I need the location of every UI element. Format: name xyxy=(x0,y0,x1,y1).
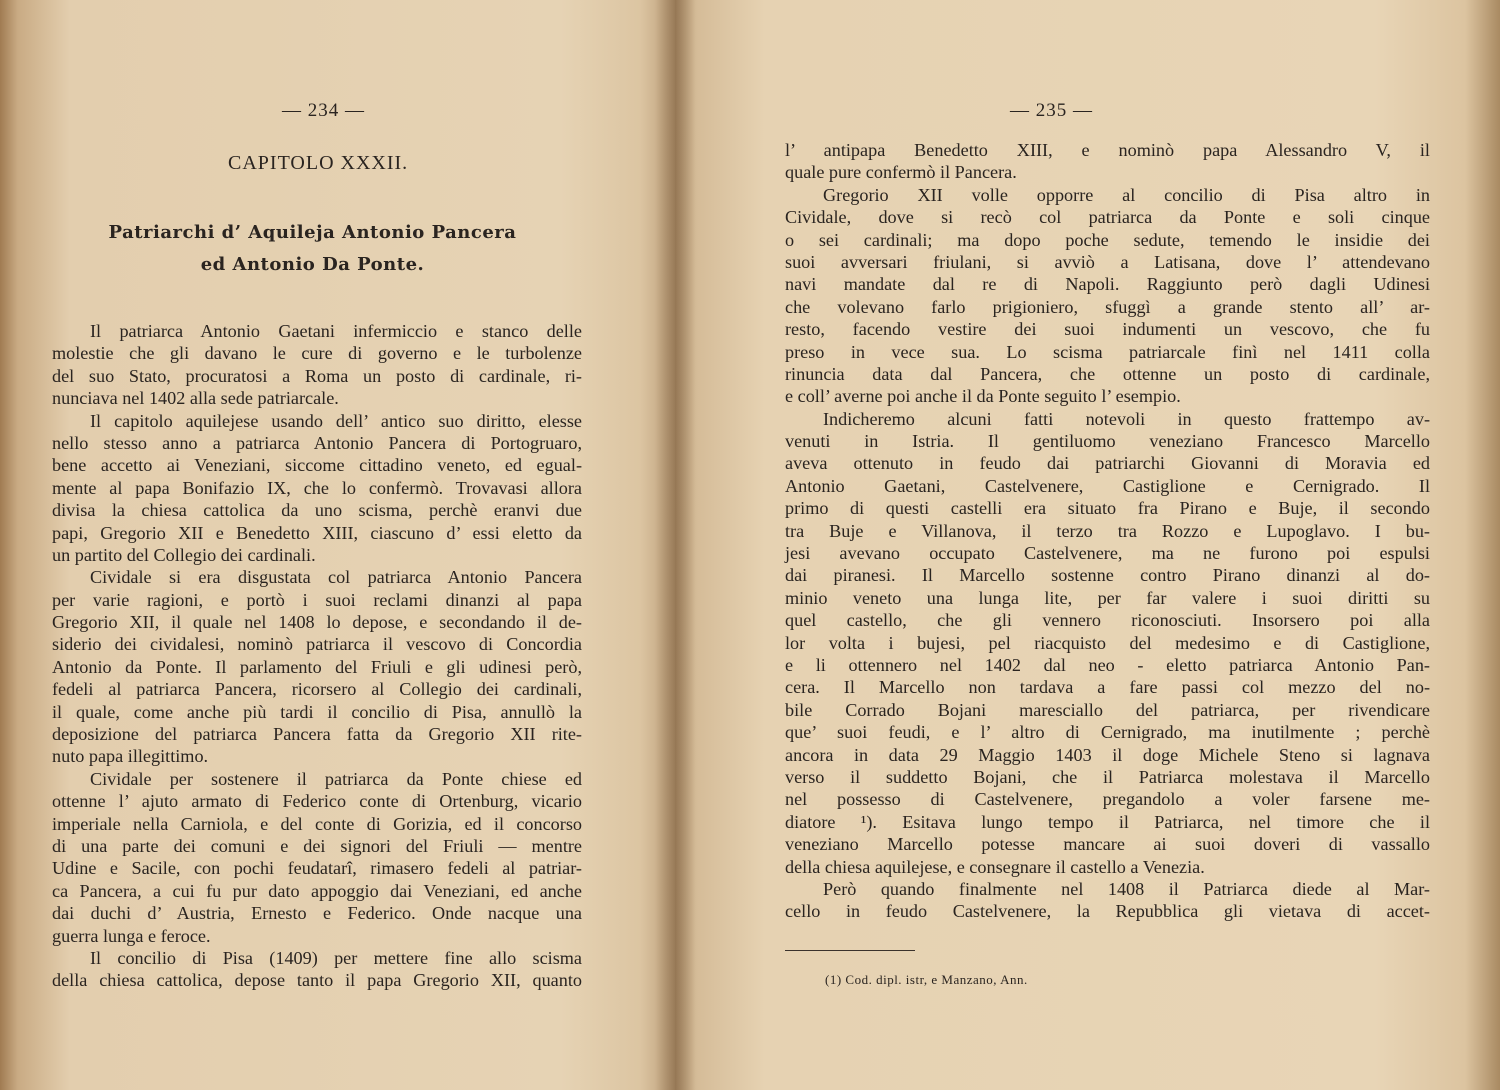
text-line: Il capitolo aquilejese usando dell’ antico suo diritto, elesse xyxy=(90,410,582,431)
text-line: veneziano Marcello potesse mancare ai suoi doveri di vassallo xyxy=(785,834,1430,855)
left-page xyxy=(0,0,675,1090)
text-line: nuto papa illegittimo. xyxy=(52,746,209,767)
text-line: e li ottennero nel 1402 dal neo - eletto patriarca Antonio Pan- xyxy=(785,654,1430,675)
footnote-rule xyxy=(785,950,915,951)
footnote: (1) Cod. dipl. istr, e Manzano, Ann. xyxy=(825,972,1028,987)
text-line: Cividale si era disgustata col patriarca Antonio Pancera xyxy=(90,567,582,588)
text-line: del suo Stato, procuratosi a Roma un posto di cardinale, ri- xyxy=(52,365,582,386)
text-line: Cividale per sostenere il patriarca da Ponte chiese ed xyxy=(90,768,582,789)
text-line: quale pure confermò il Pancera. xyxy=(785,162,1017,183)
text-line: quel castello, che gli vennero riconosciuti. Insorsero poi alla xyxy=(785,610,1430,631)
chapter-title-line-1: Patriarchi d’ Aquileja Antonio Pancera xyxy=(108,222,517,243)
text-line: papi, Gregorio XII e Benedetto XIII, ciascuno d’ essi eletto da xyxy=(52,522,582,543)
text-line: rinuncia data dal Pancera, che ottenne un posto di cardinale, xyxy=(785,363,1430,384)
text-line: Udine e Sacile, con pochi feudatarî, rimasero fedeli al patriar- xyxy=(52,858,582,879)
text-line: Gregorio XII volle opporre al concilio di Pisa altro in xyxy=(823,184,1430,205)
text-line: di una parte dei comuni e dei signori del Friuli — mentre xyxy=(52,835,582,856)
text-line: nel possesso di Castelvenere, pregandolo a voler farsene me- xyxy=(785,789,1430,810)
text-line: dai duchi d’ Austria, Ernesto e Federico. Onde nacque una xyxy=(52,903,582,924)
text-line: venuti in Istria. Il gentiluomo veneziano Francesco Marcello xyxy=(785,431,1430,452)
text-line: navi mandate dal re di Napoli. Raggiunto però dagli Udinesi xyxy=(785,274,1430,295)
text-line: resto, facendo vestire dei suoi indumenti un vescovo, che fu xyxy=(785,319,1430,340)
text-line: preso in vece sua. Lo scisma patriarcale finì nel 1411 colla xyxy=(785,341,1430,362)
text-line: nunciava nel 1402 alla sede patriarcale. xyxy=(52,388,339,409)
text-line: bile Corrado Bojani maresciallo del patriarca, per rivendicare xyxy=(785,699,1430,720)
text-line: imperiale nella Carniola, e del conte di Gorizia, ed il concorso xyxy=(52,813,582,834)
text-line: minio veneto una lunga lite, per far valere i suoi diritti su xyxy=(785,587,1430,608)
text-line: che volevano farlo prigioniero, sfuggì a grande stento all’ ar- xyxy=(785,296,1430,317)
text-line: e coll’ averne poi anche il da Ponte seguito l’ esempio. xyxy=(785,386,1181,407)
text-line: bene accetto ai Veneziani, siccome cittadino veneto, ed egual- xyxy=(52,455,582,476)
text-line: ottenne l’ ajuto armato di Federico conte di Ortenburg, vicario xyxy=(52,791,582,812)
chapter-heading: CAPITOLO XXXII. xyxy=(228,152,409,174)
text-line: aveva ottenuto in feudo dai patriarchi Giovanni di Moravia ed xyxy=(785,453,1430,474)
text-line: Antonio Gaetani, Castelvenere, Castiglione e Cernigrado. Il xyxy=(785,475,1430,496)
book-gutter xyxy=(655,0,695,1090)
text-line: l’ antipapa Benedetto XIII, e nominò papa Alessandro V, il xyxy=(785,140,1430,160)
text-line: siderio dei cividalesi, nominò patriarca il vescovo di Concordia xyxy=(52,634,582,655)
text-line: Gregorio XII, il quale nel 1408 lo depose, e secondando il de- xyxy=(52,612,582,633)
text-line: suoi avversari friulani, si avviò a Latisana, dove l’ attendevano xyxy=(785,251,1430,272)
text-line: Antonio da Ponte. Il parlamento del Friuli e gli udinesi però, xyxy=(52,656,582,677)
text-line: que’ suoi feudi, e l’ altro di Cernigrado, ma inutilmente ; perchè xyxy=(785,722,1430,743)
text-line: cello in feudo Castelvenere, la Repubblica gli vietava di accet- xyxy=(785,901,1430,922)
text-line: verso il suddetto Bojani, che il Patriarca molestava il Marcello xyxy=(785,766,1430,787)
text-line: primo di questi castelli era situato fra Pirano e Buje, il secondo xyxy=(785,498,1430,519)
text-line: un partito del Collegio dei cardinali. xyxy=(52,544,316,565)
text-line: per varie ragioni, e portò i suoi reclami dinanzi al papa xyxy=(52,589,582,610)
text-line: Indicheremo alcuni fatti notevoli in questo frattempo av- xyxy=(823,408,1430,429)
text-line: il quale, come anche più tardi il concilio di Pisa, annullò la xyxy=(52,701,582,722)
text-line: guerra lunga e feroce. xyxy=(52,925,211,946)
text-line: cera. Il Marcello non tardava a fare passi col mezzo del no- xyxy=(785,677,1430,698)
page-number-right: — 235 — xyxy=(1010,100,1093,121)
text-line: diatore ¹). Esitava lungo tempo il Patriarca, nel timore che il xyxy=(785,811,1430,832)
text-line: lor volta i bujesi, pel riacquisto del medesimo e di Castiglione, xyxy=(785,632,1430,653)
text-line: fedeli al patriarca Pancera, ricorsero al Collegio dei cardinali, xyxy=(52,679,582,700)
text-line: nello stesso anno a patriarca Antonio Pancera di Portogruaro, xyxy=(52,432,582,453)
text-line: Cividale, dove si recò col patriarca da Ponte e soli cinque xyxy=(785,207,1430,228)
text-line: jesi avevano occupato Castelvenere, ma ne furono poi espulsi xyxy=(785,543,1430,564)
text-line: dai piranesi. Il Marcello sostenne contro Pirano dinanzi al do- xyxy=(785,565,1430,586)
text-line: ca Pancera, a cui fu pur dato appoggio dai Veneziani, ed anche xyxy=(52,880,582,901)
text-line: molestie che gli davano le cure di governo e le turbolenze xyxy=(52,343,582,364)
text-line: mente al papa Bonifazio IX, che lo confermò. Trovavasi allora xyxy=(52,477,582,498)
page-number-left: — 234 — xyxy=(282,100,365,121)
text-line: o sei cardinali; ma dopo poche sedute, temendo le insidie dei xyxy=(785,229,1430,250)
text-line: Il patriarca Antonio Gaetani infermiccio e stanco delle xyxy=(90,321,582,341)
text-line: ancora in data 29 Maggio 1403 il doge Michele Steno si lagnava xyxy=(785,744,1430,765)
text-line: Il concilio di Pisa (1409) per mettere fine allo scisma xyxy=(90,947,582,968)
text-line: Però quando finalmente nel 1408 il Patriarca diede al Mar- xyxy=(823,878,1430,899)
text-line: della chiesa cattolica, depose tanto il papa Gregorio XII, quanto xyxy=(52,970,582,991)
right-page xyxy=(675,0,1500,1090)
text-line: della chiesa aquilejese, e consegnare il castello a Venezia. xyxy=(785,856,1205,877)
left-body-text xyxy=(52,320,582,992)
right-body-text xyxy=(785,139,1430,923)
text-line: deposizione del patriarca Pancera fatta da Gregorio XII rite- xyxy=(52,724,582,745)
text-line: divisa la chiesa cattolica da uno scisma, perchè eranvi due xyxy=(52,500,582,521)
chapter-title-line-2: ed Antonio Da Ponte. xyxy=(200,254,425,275)
text-line: tra Buje e Villanova, il terzo tra Rozzo e Lupoglavo. I bu- xyxy=(785,520,1430,541)
